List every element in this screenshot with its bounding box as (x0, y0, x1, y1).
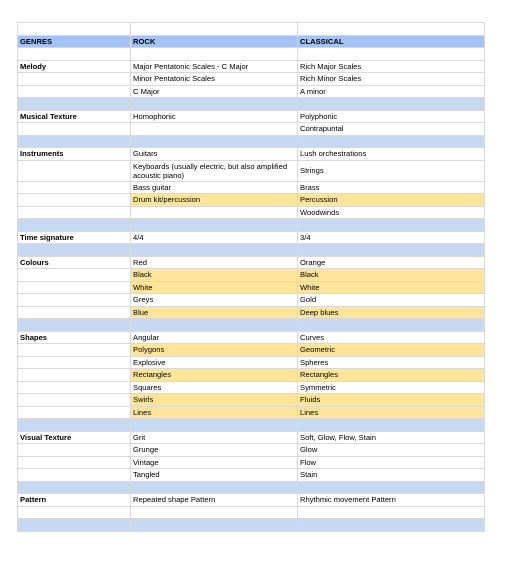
table-row (18, 456, 485, 469)
table-row (18, 506, 485, 519)
classical-cell[interactable]: Rhythmic movement Pattern (298, 494, 485, 507)
table-row (18, 181, 485, 194)
table-row (18, 394, 485, 407)
category-cell[interactable]: Colours (18, 256, 131, 269)
category-cell[interactable] (18, 444, 131, 457)
table-row (18, 23, 485, 36)
category-cell[interactable] (18, 73, 131, 86)
rock-cell[interactable]: Minor Pentatonic Scales (131, 73, 298, 86)
rock-cell[interactable]: Guitars (131, 148, 298, 161)
classical-cell[interactable]: Soft, Glow, Flow, Stain (298, 431, 485, 444)
classical-cell[interactable] (298, 481, 485, 494)
rock-cell[interactable]: Drum kit/percussion (131, 194, 298, 207)
rock-cell[interactable]: Grunge (131, 444, 298, 457)
category-cell[interactable]: Visual Texture (18, 431, 131, 444)
header-row (18, 35, 485, 48)
classical-cell[interactable]: Percussion (298, 194, 485, 207)
classical-cell[interactable]: Black (298, 269, 485, 282)
category-cell[interactable] (18, 206, 131, 219)
separator-row (18, 419, 485, 432)
table-row (18, 231, 485, 244)
rock-cell[interactable]: Blue (131, 306, 298, 319)
separator-row (18, 244, 485, 257)
classical-cell[interactable] (298, 244, 485, 257)
table-row (18, 469, 485, 482)
rock-cell[interactable] (131, 219, 298, 232)
rock-cell[interactable] (131, 123, 298, 136)
table-row (18, 356, 485, 369)
category-cell[interactable] (18, 344, 131, 357)
category-cell[interactable]: Musical Texture (18, 110, 131, 123)
classical-cell[interactable]: Symmetric (298, 381, 485, 394)
category-cell[interactable] (18, 319, 131, 332)
rock-cell[interactable] (131, 519, 298, 532)
table-row (18, 73, 485, 86)
rock-cell[interactable]: White (131, 281, 298, 294)
table-row (18, 123, 485, 136)
rock-cell[interactable] (131, 481, 298, 494)
classical-cell[interactable]: White (298, 281, 485, 294)
category-cell[interactable] (18, 394, 131, 407)
classical-cell[interactable] (298, 135, 485, 148)
rock-cell[interactable] (131, 319, 298, 332)
rock-cell[interactable]: Major Pentatonic Scales - C Major (131, 60, 298, 73)
rock-cell[interactable]: Homophonic (131, 110, 298, 123)
category-cell[interactable] (18, 406, 131, 419)
table-row (18, 344, 485, 357)
classical-cell[interactable]: Spheres (298, 356, 485, 369)
category-cell[interactable] (18, 369, 131, 382)
category-cell[interactable]: Melody (18, 60, 131, 73)
table-row (18, 85, 485, 98)
category-cell[interactable] (18, 381, 131, 394)
classical-cell[interactable]: Brass (298, 181, 485, 194)
category-cell[interactable]: Time signature (18, 231, 131, 244)
category-cell[interactable] (18, 481, 131, 494)
separator-row (18, 481, 485, 494)
classical-cell[interactable]: Woodwinds (298, 206, 485, 219)
classical-cell[interactable]: Geometric (298, 344, 485, 357)
table-row (18, 494, 485, 507)
table-row (18, 331, 485, 344)
rock-cell[interactable] (131, 206, 298, 219)
rock-cell[interactable]: Rectangles (131, 369, 298, 382)
table-row (18, 269, 485, 282)
table-row (18, 110, 485, 123)
rock-cell[interactable] (131, 98, 298, 111)
classical-cell[interactable] (298, 519, 485, 532)
classical-cell[interactable] (298, 319, 485, 332)
rock-cell[interactable]: Repeated shape Pattern (131, 494, 298, 507)
category-cell[interactable] (18, 269, 131, 282)
table-row (18, 194, 485, 207)
category-cell[interactable] (18, 306, 131, 319)
rock-cell[interactable]: Squares (131, 381, 298, 394)
rock-cell[interactable]: Greys (131, 294, 298, 307)
rock-cell[interactable]: Vintage (131, 456, 298, 469)
classical-cell[interactable]: Rich Minor Scales (298, 73, 485, 86)
classical-cell[interactable]: A minor (298, 85, 485, 98)
spreadsheet-body (18, 23, 485, 532)
category-cell[interactable] (18, 281, 131, 294)
classical-cell[interactable]: Fluids (298, 394, 485, 407)
table-row (18, 381, 485, 394)
rock-cell[interactable]: Bass guitar (131, 181, 298, 194)
rock-cell[interactable]: Black (131, 269, 298, 282)
table-row (18, 406, 485, 419)
classical-cell[interactable]: Deep blues (298, 306, 485, 319)
category-cell[interactable] (18, 48, 131, 61)
classical-cell[interactable]: Contrapuntal (298, 123, 485, 136)
rock-cell[interactable]: Swirls (131, 394, 298, 407)
separator-row (18, 519, 485, 532)
category-cell[interactable]: Shapes (18, 331, 131, 344)
table-row (18, 160, 485, 181)
separator-row (18, 219, 485, 232)
table-row (18, 206, 485, 219)
rock-cell[interactable]: Keyboards (usually electric, but also amplified acoustic piano) (131, 160, 298, 181)
category-cell[interactable] (18, 123, 131, 136)
category-cell[interactable] (18, 506, 131, 519)
category-cell[interactable] (18, 194, 131, 207)
category-cell[interactable]: Pattern (18, 494, 131, 507)
table-row (18, 256, 485, 269)
table-row (18, 444, 485, 457)
rock-cell[interactable]: Lines (131, 406, 298, 419)
classical-cell[interactable]: Flow (298, 456, 485, 469)
category-cell[interactable] (18, 181, 131, 194)
classical-cell[interactable]: Rich Major Scales (298, 60, 485, 73)
category-cell[interactable] (18, 85, 131, 98)
classical-cell[interactable] (298, 23, 485, 36)
classical-cell[interactable]: Polyphonic (298, 110, 485, 123)
rock-cell[interactable]: Explosive (131, 356, 298, 369)
rock-cell[interactable]: Angular (131, 331, 298, 344)
classical-cell[interactable] (298, 506, 485, 519)
category-cell[interactable] (18, 23, 131, 36)
table-row (18, 431, 485, 444)
rock-cell[interactable] (131, 135, 298, 148)
table-row (18, 148, 485, 161)
rock-cell[interactable]: Polygons (131, 344, 298, 357)
rock-cell[interactable] (131, 419, 298, 432)
separator-row (18, 98, 485, 111)
classical-cell[interactable]: Gold (298, 294, 485, 307)
classical-cell[interactable]: Curves (298, 331, 485, 344)
rock-cell[interactable] (131, 506, 298, 519)
category-cell[interactable] (18, 244, 131, 257)
category-cell[interactable] (18, 456, 131, 469)
classical-cell[interactable]: Lines (298, 406, 485, 419)
classical-cell[interactable] (298, 48, 485, 61)
table-row (18, 60, 485, 73)
classical-cell[interactable] (298, 98, 485, 111)
classical-cell[interactable]: Orange (298, 256, 485, 269)
separator-row (18, 135, 485, 148)
classical-cell[interactable] (298, 219, 485, 232)
rock-cell[interactable]: Grit (131, 431, 298, 444)
classical-cell[interactable]: Rectangles (298, 369, 485, 382)
category-cell[interactable] (18, 160, 131, 181)
table-row (18, 369, 485, 382)
rock-cell[interactable]: C Major (131, 85, 298, 98)
table-row (18, 306, 485, 319)
table-row (18, 48, 485, 61)
rock-cell[interactable]: Red (131, 256, 298, 269)
category-cell[interactable] (18, 219, 131, 232)
classical-cell[interactable]: 3/4 (298, 231, 485, 244)
separator-row (18, 319, 485, 332)
rock-cell[interactable]: 4/4 (131, 231, 298, 244)
category-cell[interactable]: Instruments (18, 148, 131, 161)
category-cell[interactable]: GENRES (18, 35, 131, 48)
rock-cell[interactable]: ROCK (131, 35, 298, 48)
classical-cell[interactable]: Lush orchestrations (298, 148, 485, 161)
classical-cell[interactable] (298, 419, 485, 432)
table-row (18, 281, 485, 294)
category-cell[interactable] (18, 469, 131, 482)
category-cell[interactable] (18, 519, 131, 532)
classical-cell[interactable]: Strings (298, 160, 485, 181)
category-cell[interactable] (18, 294, 131, 307)
category-cell[interactable] (18, 356, 131, 369)
classical-cell[interactable]: CLASSICAL (298, 35, 485, 48)
rock-cell[interactable]: Tangled (131, 469, 298, 482)
table-row (18, 294, 485, 307)
rock-cell[interactable] (131, 23, 298, 36)
category-cell[interactable] (18, 135, 131, 148)
classical-cell[interactable]: Glow (298, 444, 485, 457)
spreadsheet-table (17, 22, 485, 532)
category-cell[interactable] (18, 98, 131, 111)
classical-cell[interactable]: Stain (298, 469, 485, 482)
rock-cell[interactable] (131, 244, 298, 257)
category-cell[interactable] (18, 419, 131, 432)
rock-cell[interactable] (131, 48, 298, 61)
